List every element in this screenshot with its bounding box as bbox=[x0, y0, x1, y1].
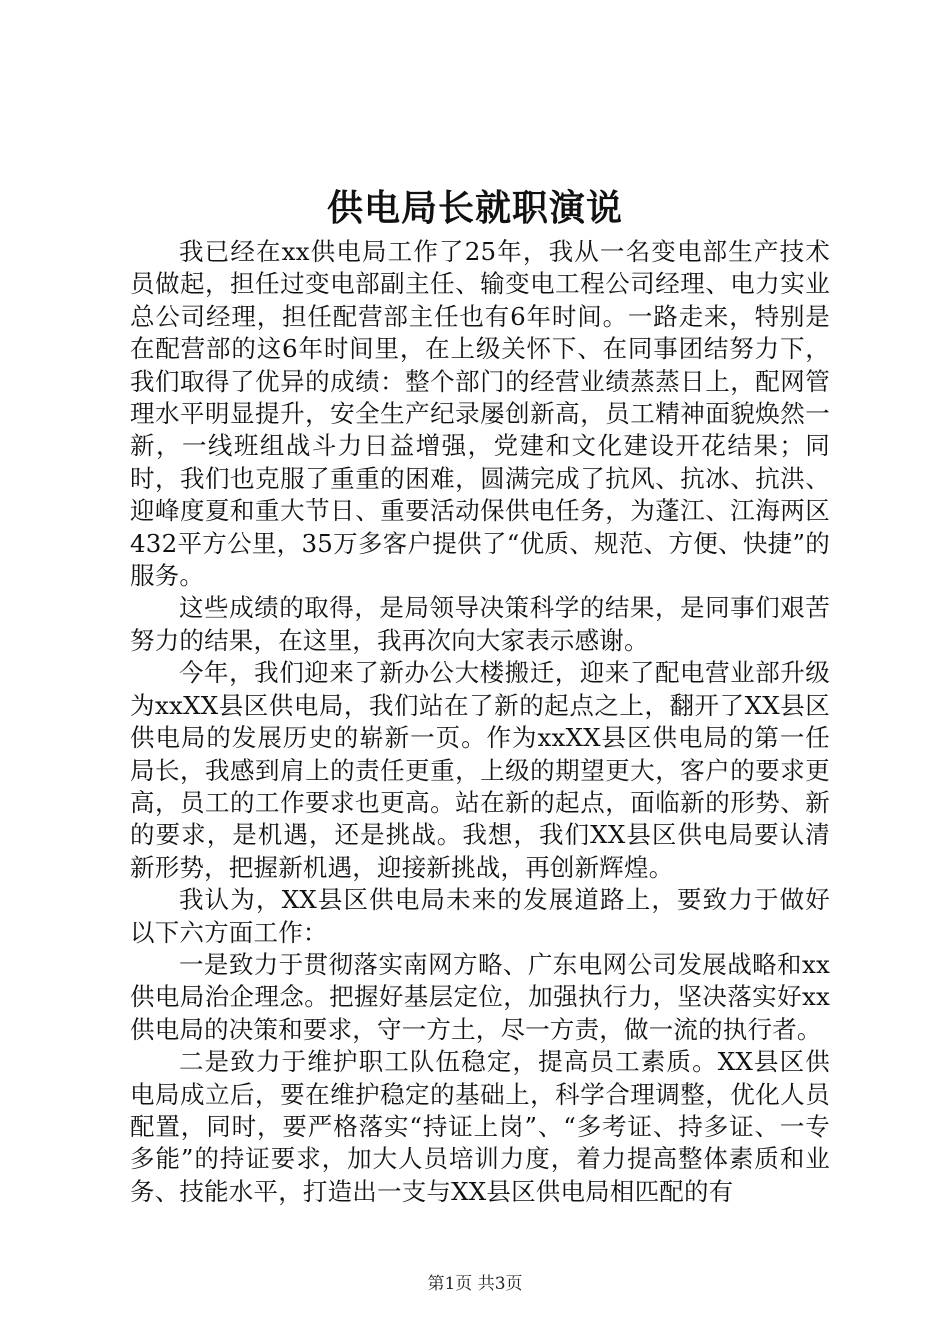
paragraph-1: 我已经在xx供电局工作了25年，我从一名变电部生产技术员做起，担任过变电部副主任、输变电工程公司经理、电力实业总公司经理，担任配营部主任也有6年时间。一路走来，特别是在配营部的这6年时间里，在上级关怀下、在同事团结努力下，我们取得了优异的成绩：整个部门的经营业绩蒸蒸日上，配网管理水平明显提升，安全生产纪录屡创新高，员工精神面貌焕然一新，一线班组战斗力日益增强，党建和文化建设开花结果；同时，我们也克服了重重的困难，圆满完成了抗风、抗冰、抗洪、迎峰度夏和重大节日、重要活动保供电任务，为蓬江、江海两区432平方公里，35万多客户提供了“优质、规范、方便、快捷”的服务。 bbox=[130, 237, 830, 591]
paragraph-3: 今年，我们迎来了新办公大楼搬迁，迎来了配电营业部升级为xxXX县区供电局，我们站在了新的起点之上，翻开了XX县区供电局的发展历史的崭新一页。作为xxXX县区供电局的第一任局长，我感到肩上的责任更重，上级的期望更大，客户的要求更高，员工的工作要求也更高。站在新的起点，面临新的形势、新的要求，是机遇，还是挑战。我想，我们XX县区供电局要认清新形势，把握新机遇，迎接新挑战，再创新辉煌。 bbox=[130, 658, 830, 882]
page-number-footer: 第1页 共3页 bbox=[427, 1274, 523, 1294]
paragraph-5: 一是致力于贯彻落实南网方略、广东电网公司发展战略和xx供电局治企理念。把握好基层定位，加强执行力，坚决落实好xx供电局的决策和要求，守一方土，尽一方责，做一流的执行者。 bbox=[130, 949, 830, 1044]
document-body bbox=[130, 236, 830, 1208]
paragraph-4: 我认为，XX县区供电局未来的发展道路上，要致力于做好以下六方面工作： bbox=[130, 885, 830, 947]
paragraph-2: 这些成绩的取得，是局领导决策科学的结果，是同事们艰苦努力的结果，在这里，我再次向大家表示感谢。 bbox=[130, 593, 830, 655]
document-title: 供电局长就职演说 bbox=[326, 187, 623, 229]
paragraph-6: 二是致力于维护职工队伍稳定，提高员工素质。XX县区供电局成立后，要在维护稳定的基础上，科学合理调整，优化人员配置，同时，要严格落实“持证上岗”、“多考证、持多证、一专多能”的持证要求，加大人员培训力度，着力提高整体素质和业务、技能水平，打造出一支与XX县区供电局相匹配的有 bbox=[130, 1047, 830, 1206]
